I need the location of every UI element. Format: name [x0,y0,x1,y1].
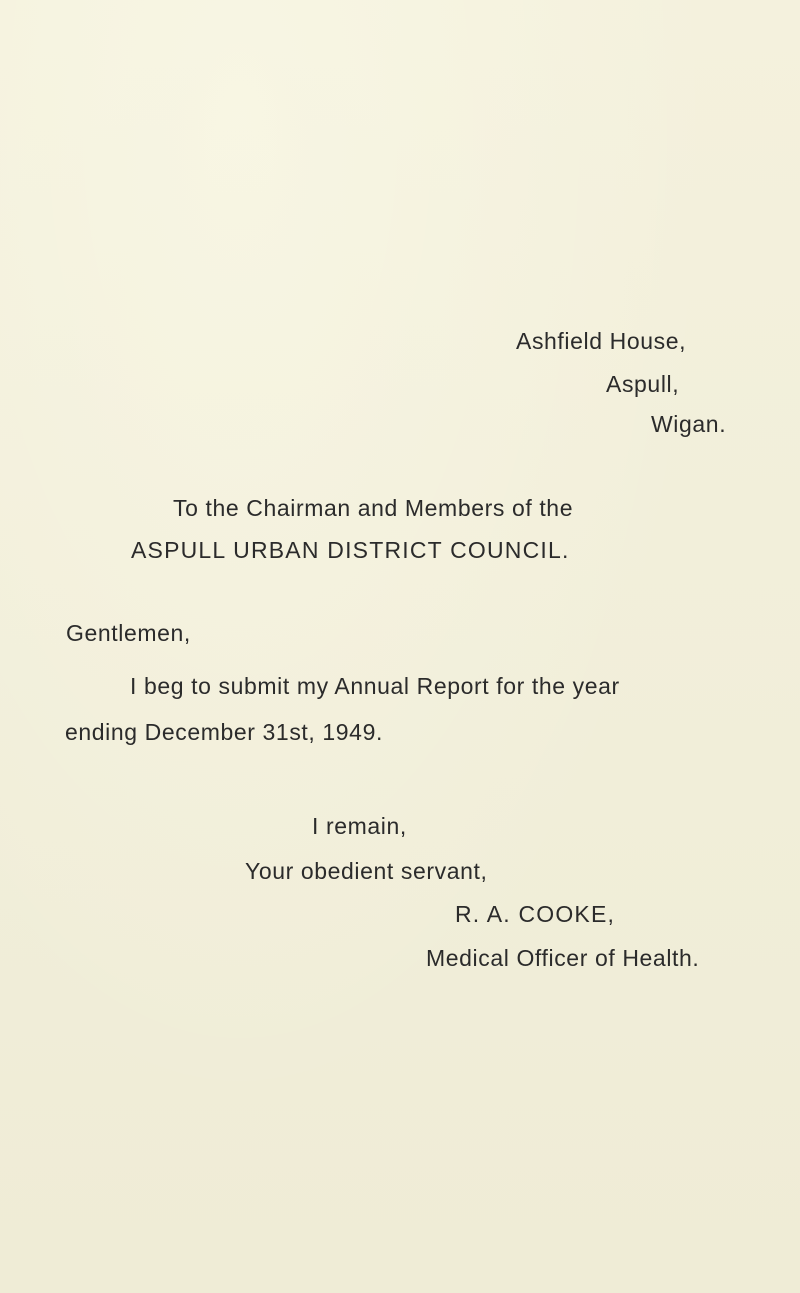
signature-name: R. A. COOKE, [455,901,616,927]
closing-line-1: I remain, [312,813,407,839]
closing-line-2: Your obedient servant, [245,858,488,884]
body-line-2: ending December 31st, 1949. [65,719,383,745]
signature-title: Medical Officer of Health. [426,945,700,971]
recipient-line-1: To the Chairman and Members of the [173,495,574,521]
greeting: Gentlemen, [66,620,191,646]
recipient-line-2: ASPULL URBAN DISTRICT COUNCIL. [131,537,570,563]
address-line-1: Ashfield House, [516,328,687,354]
body-line-1: I beg to submit my Annual Report for the year [130,673,620,699]
address-line-3: Wigan. [651,411,727,437]
address-line-2: Aspull, [606,371,680,397]
